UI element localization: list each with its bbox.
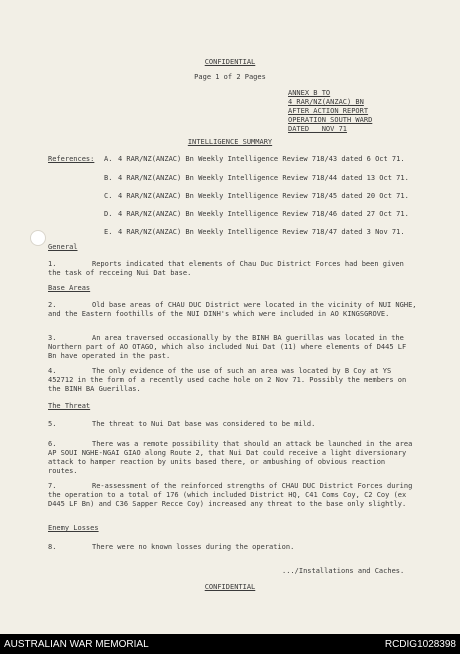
archive-name: AUSTRALIAN WAR MEMORIAL (4, 639, 149, 650)
paragraph-text: The only evidence of the use of such an area was located by B Coy at YS 452712 in the form of a recently used cache hole on 2 Nov 71. Possibly the members on the BINH BA Guerillas. (48, 367, 407, 393)
paragraph-text: There were no known losses during the operation. (92, 543, 295, 551)
section-heading-threat: The Threat (48, 402, 91, 410)
paragraph-text: Old base areas of CHAU DUC District were located in the vicinity of NUI NGHE, and the Eastern foothills of the NUI DINH's which were included in AO KINGSGROVE. (48, 301, 417, 318)
section-heading-enemy-losses: Enemy Losses (48, 524, 99, 532)
page-label: Page 1 of 2 Pages (194, 73, 266, 81)
reference-text: 4 RAR/NZ(ANZAC) Bn Weekly Intelligence Review 718/45 dated 20 Oct 71. (118, 192, 409, 200)
reference-letter: A. (104, 155, 113, 163)
paragraph-text: An area traversed occasionally by the BINH BA guerillas was located in the Northern part of AO OTAGO, which also included Nui Dat (11) where elements of D445 LF Bn have operated in the past. (48, 334, 407, 360)
annex-line: 4 RAR/NZ(ANZAC) BN (288, 98, 364, 106)
section-heading-base-areas: Base Areas (48, 284, 91, 292)
references-label: References: (48, 155, 95, 163)
punch-hole (30, 230, 46, 246)
reference-letter: D. (104, 210, 113, 218)
continuation-note: .../Installations and Caches. (282, 567, 405, 575)
annex-line: ANNEX B TO (288, 89, 331, 97)
paragraph-text: The threat to Nui Dat base was considered to be mild. (92, 420, 316, 428)
paragraph-number: 2. (48, 301, 57, 309)
reference-text: 4 RAR/NZ(ANZAC) Bn Weekly Intelligence Review 718/47 dated 3 Nov 71. (118, 228, 405, 236)
reference-text: 4 RAR/NZ(ANZAC) Bn Weekly Intelligence Review 718/43 dated 6 Oct 71. (118, 155, 405, 163)
reference-text: 4 RAR/NZ(ANZAC) Bn Weekly Intelligence Review 718/44 dated 13 Oct 71. (118, 174, 409, 182)
annex-line: AFTER ACTION REPORT (288, 107, 369, 115)
section-heading-general: General (48, 243, 78, 251)
reference-letter: C. (104, 192, 113, 200)
paragraph-number: 8. (48, 543, 57, 551)
classification-top: CONFIDENTIAL (204, 58, 256, 66)
annex-line: DATED _ NOV 71 (288, 125, 348, 133)
paragraph-number: 3. (48, 334, 57, 342)
paragraph-number: 5. (48, 420, 57, 428)
paragraph-number: 7. (48, 482, 57, 490)
paragraph-text: There was a remote possibility that should an attack be launched in the area AP SOUI NGHE-NGAI GIAO along Route 2, that Nui Dat could receive a light diversionary attack to hamper reaction by units based there, or ambushing of obvious reaction routes. (48, 440, 413, 475)
reference-letter: B. (104, 174, 113, 182)
paragraph-number: 4. (48, 367, 57, 375)
paragraph-text: Reports indicated that elements of Chau Duc District Forces had been given the task of recceing Nui Dat base. (48, 260, 404, 277)
classification-bottom: CONFIDENTIAL (204, 583, 256, 591)
paragraph-number: 1. (48, 260, 57, 268)
document-title: INTELLIGENCE SUMMARY (187, 138, 273, 146)
annex-line: OPERATION SOUTH WARD (288, 116, 373, 124)
paragraph-number: 6. (48, 440, 57, 448)
record-id: RCDIG1028398 (384, 639, 456, 650)
paragraph-text: Re-assessment of the reinforced strengths of CHAU DUC District Forces during the operation to a total of 176 (which included District HQ, C41 Coms Coy, C2 Coy (ex D445 LF Bn) and C36 Sapper Recce Coy) increased any threat to the base only slightly. (48, 482, 413, 508)
reference-text: 4 RAR/NZ(ANZAC) Bn Weekly Intelligence Review 718/46 dated 27 Oct 71. (118, 210, 409, 218)
reference-letter: E. (104, 228, 113, 236)
archive-footer-bar (0, 634, 460, 654)
